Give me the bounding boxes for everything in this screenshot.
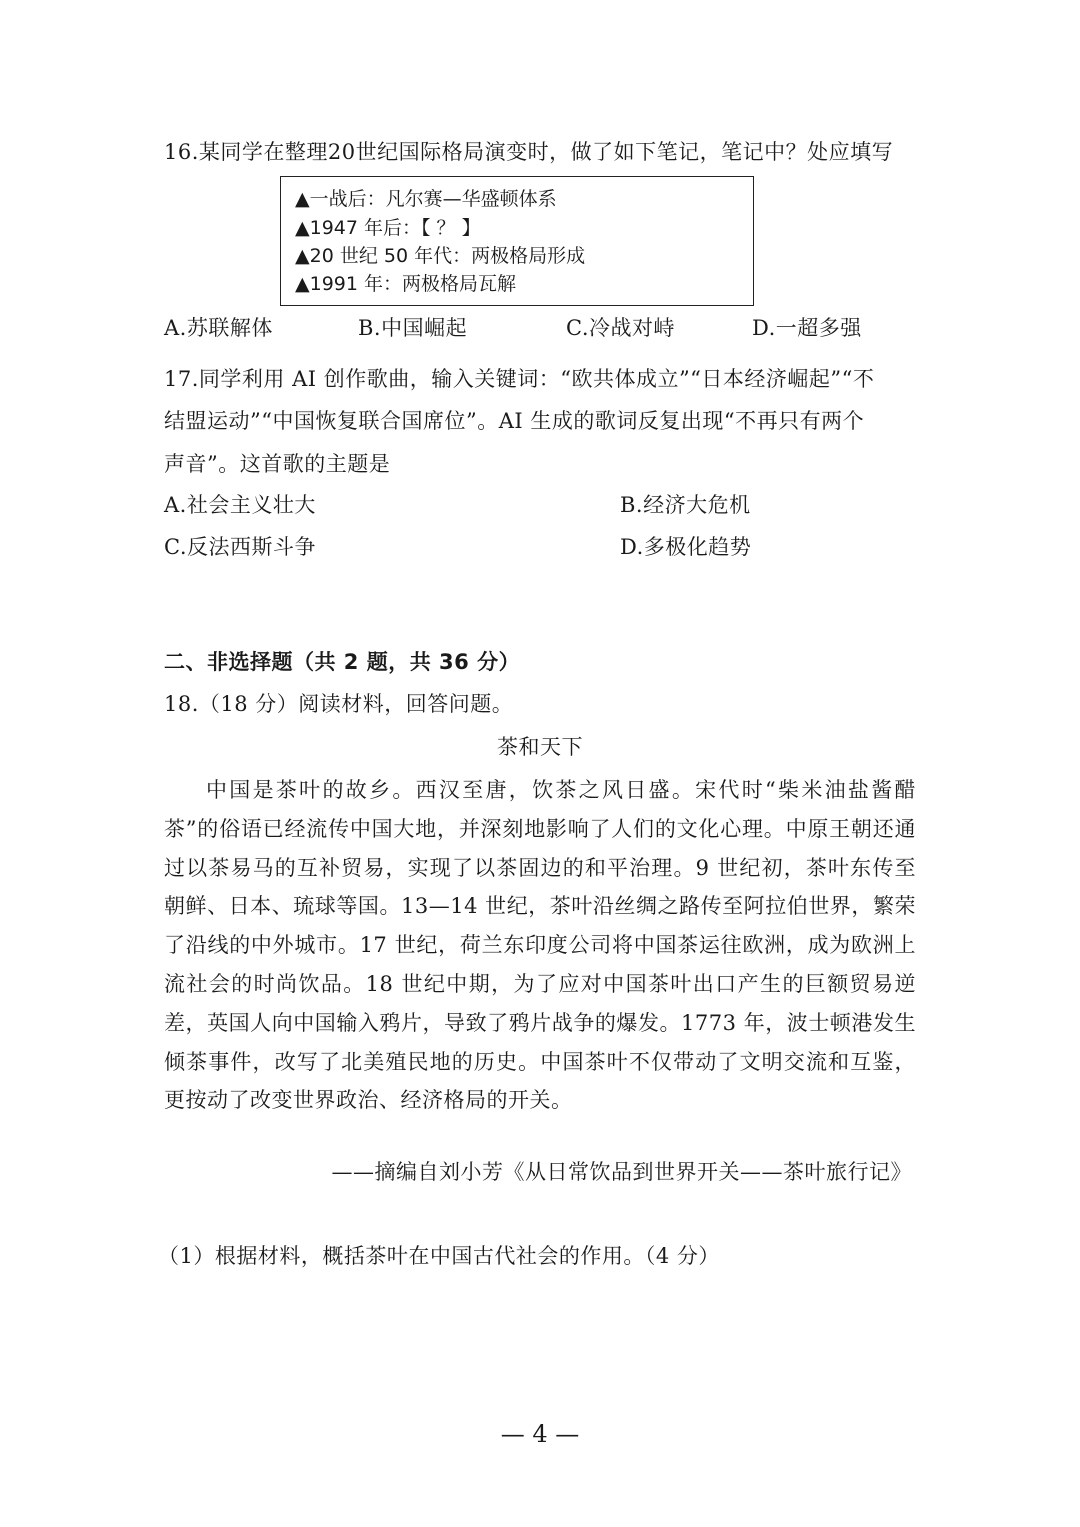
material-paragraph: 中国是茶叶的故乡。西汉至唐，饮茶之风日盛。宋代时“柴米油盐酱醋茶”的俗语已经流传中国大地，并深刻地影响了人们的文化心理。中原王朝还通过以茶易马的互补贸易，实现了以茶固边的和平治理。9 世纪初，茶叶东传至朝鲜、日本、琉球等国。13—14 世纪，茶叶沿丝绸之路传至阿拉伯世界，繁荣了沿线的中外城市。17 世纪，荷兰东印度公司将中国茶运往欧洲，成为欧洲上流社会的时尚饮品。18 世纪中期，为了应对中国茶叶出口产生的巨额贸易逆差，英国人向中国输入鸦片，导致了鸦片战争的爆发。1773 年，波士顿港发生倾茶事件，改写了北美殖民地的历史。中国茶叶不仅带动了文明交流和互鉴，更按动了改变世界政治、经济格局的开关。 [164, 778, 916, 1113]
q16-option-b: B.中国崛起 [358, 316, 468, 340]
question-17-stem-line-3: 声音”。这首歌的主题是 [164, 452, 391, 476]
note-line-4: ▲1991 年：两极格局瓦解 [295, 273, 517, 295]
q17-option-a: A.社会主义壮大 [164, 493, 316, 517]
section-heading: 二、非选择题（共 2 题，共 36 分） [164, 650, 521, 674]
sub-question-1: （1）根据材料，概括茶叶在中国古代社会的作用。（4 分） [158, 1244, 720, 1268]
question-16-stem: 16.某同学在整理20世纪国际格局演变时，做了如下笔记，笔记中？处应填写 [164, 140, 894, 164]
note-line-2: ▲1947 年后：【 ？ 】 [295, 217, 481, 239]
q16-option-d: D.一超多强 [752, 316, 862, 340]
notes-box [280, 176, 754, 306]
page-number: — 4 — [500, 1420, 580, 1448]
q17-option-b: B.经济大危机 [620, 493, 751, 517]
question-18-intro: 18.（18 分）阅读材料，回答问题。 [164, 692, 514, 716]
note-line-1: ▲一战后：凡尔赛—华盛顿体系 [295, 188, 557, 210]
q16-option-c: C.冷战对峙 [566, 316, 675, 340]
question-17-stem-line-2: 结盟运动”“中国恢复联合国席位”。AI 生成的歌词反复出现“不再只有两个 [164, 409, 865, 433]
q17-option-c: C.反法西斯斗争 [164, 535, 316, 559]
note-line-3: ▲20 世纪 50 年代：两极格局形成 [295, 245, 586, 267]
material-title: 茶和天下 [497, 735, 583, 759]
q16-option-a: A.苏联解体 [164, 316, 273, 340]
question-17-stem-line-1: 17.同学利用 AI 创作歌曲，输入关键词：“欧共体成立”“日本经济崛起”“不 [164, 367, 875, 391]
q17-option-d: D.多极化趋势 [620, 535, 752, 559]
material-source: ——摘编自刘小芳《从日常饮品到世界开关——茶叶旅行记》 [331, 1160, 912, 1184]
